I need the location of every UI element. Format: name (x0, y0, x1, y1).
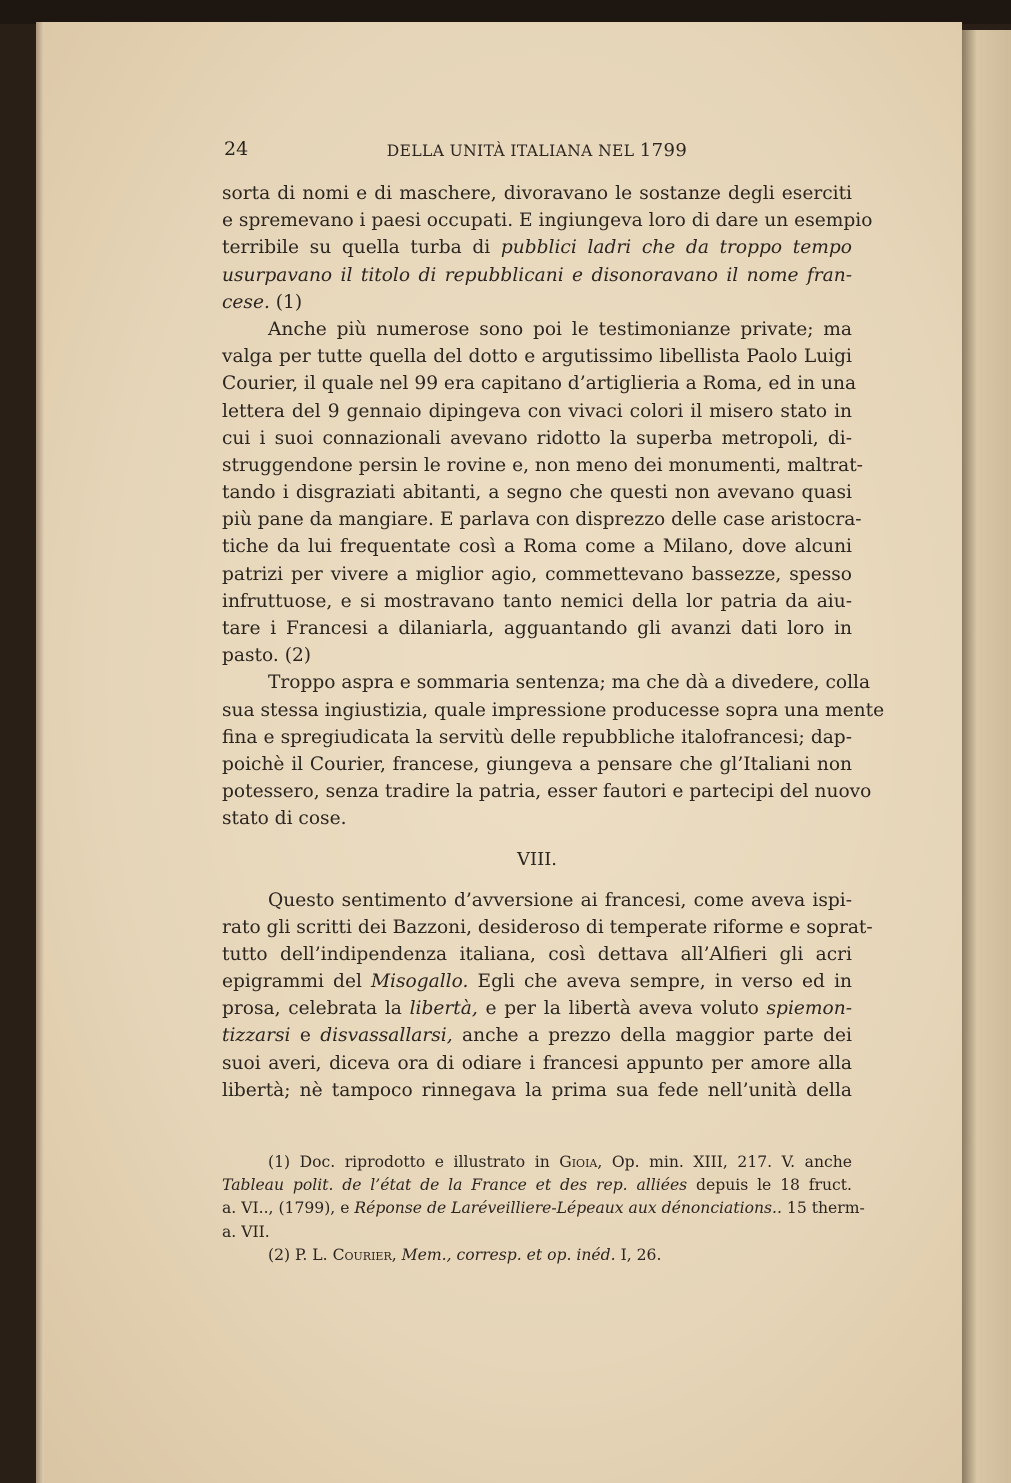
text-line (222, 968, 852, 995)
running-title-year: 1799 (639, 140, 688, 161)
paragraph (222, 669, 885, 832)
text-line (222, 751, 852, 778)
text-line (222, 533, 852, 560)
text-segment: valga per tutte quella del dotto e argutissimo libellista Paolo Luigi (222, 346, 852, 368)
text-line (222, 1077, 852, 1104)
text-segment: poichè il Courier, francese, giungeva a pensare che gl’Italiani non (222, 753, 852, 775)
footnote (222, 1244, 852, 1267)
text-segment: stato di cose. (222, 808, 347, 830)
text-line (222, 370, 857, 397)
text-segment: Courier, il quale nel 99 era capitano d’artiglieria a Roma, ed in una (222, 373, 857, 395)
text-segment: tare i Francesi a dilaniarla, agguantando gli avanzi dati loro in (222, 618, 852, 639)
text-segment: tando i disgraziati abitanti, a segno che questi non avevano quasi (222, 482, 852, 504)
italic-text: usurpavano il titolo di repubblicani e disonoravano il nome fran- (222, 264, 852, 286)
text-line (222, 778, 872, 805)
body-text (222, 180, 885, 1104)
italic-text: Réponse de Laréveilliere-Lépeaux aux dénonciations.. (354, 1199, 782, 1218)
text-segment: (2) P. L. (268, 1245, 333, 1264)
text-segment: , (391, 1245, 402, 1264)
text-line (222, 615, 852, 642)
italic-text: Tableau polit. de l’état de la France et des rep. alliées (222, 1176, 688, 1195)
text-segment: infruttuose, e si mostravano tanto nemici della lor patria da aiu- (222, 590, 852, 612)
text-line (222, 697, 885, 724)
text-segment: struggendone persin le rovine e, non meno dei monumenti, maltrat- (222, 454, 863, 476)
italic-text: disvassallarsi, (320, 1025, 453, 1047)
footnotes (222, 1151, 865, 1267)
text-line (222, 343, 852, 370)
text-line (222, 398, 852, 425)
text-line (222, 805, 852, 832)
facing-page-edge (962, 30, 1011, 1483)
text-segment: libertà; nè tampoco rinnegava la prima sua fede nell’unità della (222, 1079, 852, 1101)
text-segment: Troppo aspra e sommaria sentenza; ma che dà a divedere, colla (268, 672, 871, 694)
text-line (222, 207, 873, 234)
text-segment: Questo sentimento d’avversione ai francesi, come aveva ispi- (268, 889, 852, 911)
text-line (222, 1174, 852, 1197)
text-segment: più pane da mangiare. E parlava con disprezzo delle case aristocra- (222, 509, 862, 531)
text-line (222, 1151, 852, 1174)
small-caps-name: Gioia (559, 1153, 598, 1171)
text-line (222, 1221, 852, 1244)
text-line (222, 479, 852, 506)
text-segment: lettera del 9 gennaio dipingeva con vivaci colori il misero stato in (222, 400, 852, 422)
text-line (222, 724, 852, 751)
running-head (222, 138, 852, 164)
text-line (222, 1050, 852, 1077)
text-line (222, 452, 863, 479)
text-segment: (1) Doc. riprodotto e illustrato in (268, 1153, 560, 1171)
text-line (222, 234, 852, 261)
text-segment: fina e spregiudicata la servitù delle repubbliche italofrancesi; dap- (222, 726, 852, 748)
italic-text: libertà, (409, 998, 478, 1020)
text-line (222, 262, 852, 289)
text-segment: tiche da lui frequentate così a Roma come a Milano, dove alcuni (222, 536, 852, 558)
italic-text: cese. (222, 291, 270, 313)
text-segment: sorta di nomi e di maschere, divoravano le sostanze degli eserciti (222, 183, 852, 204)
text-line (222, 1244, 852, 1267)
text-segment: Anche più numerose sono poi le testimonianze private; ma (268, 318, 852, 340)
paragraph (222, 887, 873, 1105)
footnote (222, 1151, 865, 1244)
text-segment: e (290, 1025, 321, 1047)
text-line (222, 425, 852, 452)
text-segment: epigrammi del (222, 971, 372, 993)
text-segment: a. VI.., (1799), e (222, 1199, 355, 1218)
paragraph (222, 180, 873, 316)
text-segment: , Op. min. XIII, 217. V. anche (597, 1153, 852, 1171)
section-heading: VIII. (516, 848, 558, 870)
text-segment: Egli che aveva sempre, in verso ed in (468, 971, 852, 993)
text-line (222, 180, 852, 207)
scan-border (0, 0, 1011, 24)
text-segment: rato gli scritti dei Bazzoni, desideroso di temperate riforme e soprat- (222, 916, 873, 938)
italic-text: tizzarsi (222, 1025, 291, 1047)
page-gutter (36, 22, 44, 1483)
text-line (222, 561, 852, 588)
text-line (222, 1022, 852, 1049)
text-segment: 15 therm- (781, 1199, 865, 1218)
text-line (222, 1197, 865, 1220)
text-segment: cui i suoi connazionali avevano ridotto la superba metropoli, di- (222, 427, 852, 449)
text-line (222, 941, 852, 968)
text-segment: pasto. (2) (222, 645, 312, 667)
text-segment: depuis le 18 fruct. (687, 1176, 852, 1195)
text-segment: terribile su quella turba di (222, 237, 501, 259)
italic-text: Misogallo. (371, 971, 469, 993)
text-line (222, 588, 852, 615)
text-line (222, 669, 871, 696)
text-line (222, 642, 852, 669)
text-line (222, 289, 852, 316)
text-segment: I, 26. (615, 1245, 662, 1264)
text-segment: a. VII. (222, 1222, 270, 1241)
text-segment: e per la libertà aveva voluto (477, 998, 767, 1020)
small-caps-name: Courier (332, 1245, 392, 1264)
running-title (222, 140, 852, 161)
text-line (222, 506, 862, 533)
text-segment: sua stessa ingiustizia, quale impressione producesse sopra una mente (222, 699, 885, 721)
text-segment: (1) (269, 291, 303, 313)
text-segment: potessero, senza tradire la patria, esser fautori e partecipi del nuovo (222, 781, 872, 803)
italic-text: Mem., corresp. et op. inéd. (401, 1245, 616, 1264)
italic-text: spiemon- (766, 998, 852, 1020)
text-line (222, 995, 852, 1022)
text-segment: tutto dell’indipendenza italiana, così dettava all’Alfieri gli acri (222, 943, 852, 965)
italic-text: pubblici ladri che da troppo tempo (500, 237, 852, 259)
text-line (222, 316, 852, 343)
paragraph (222, 316, 863, 669)
running-title-text: DELLA UNITÀ ITALIANA NEL (386, 142, 635, 160)
text-line (222, 887, 852, 914)
text-line (222, 914, 873, 941)
text-segment: suoi averi, diceva ora di odiare i francesi appunto per amore alla (222, 1052, 852, 1074)
text-segment: prosa, celebrata la (222, 998, 410, 1020)
text-segment: anche a prezzo della maggior parte dei (452, 1025, 852, 1047)
page-number: 24 (224, 138, 249, 160)
text-segment: patrizi per vivere a miglior agio, commettevano bassezze, spesso (222, 563, 852, 585)
text-segment: e spremevano i paesi occupati. E ingiungeva loro di dare un esempio (222, 210, 873, 232)
